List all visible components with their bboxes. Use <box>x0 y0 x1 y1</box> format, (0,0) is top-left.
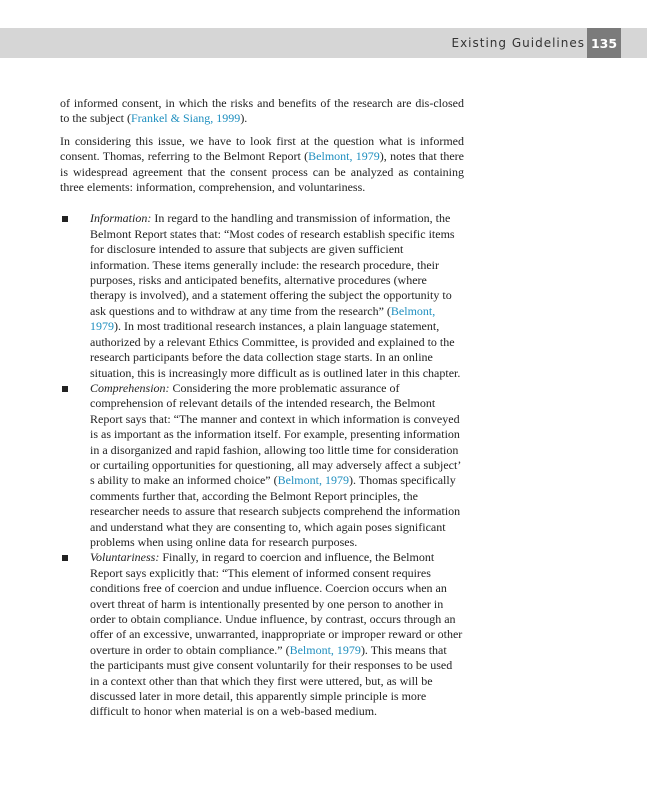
bullet-text: Finally, in regard to coercion and influence, the Belmont Report says explicitly that: “This element of informed consent requires conditions free of coercion and undue influence. Coercion occurs when an overt threat of harm is intentionally presented by one person to another in order to obtain compliance. Undue influence, by contrast, occurs through an offer of an excessive, unwarranted, inappropriate or improper reward or other overture in order to obtain compliance.” ( <box>90 550 463 657</box>
intro-p2-text-end: ), notes that there is widespread agreement that the consent process can be analyzed as containing three elements: information, comprehension, and voluntariness. <box>60 149 464 195</box>
intro-p1-text-end: ). <box>240 111 248 126</box>
running-head-title: Existing Guidelines <box>451 36 585 50</box>
citation-link[interactable]: Belmont, 1979 <box>308 149 380 164</box>
bullet-text-end: ). This means that the participants must give consent voluntarily for their responses to be used in a context other than that which they first were uttered, but, as will be discussed later in more detail, this apparently simple principle is more difficult to honor when material is on a web-based medium. <box>90 642 453 719</box>
bullet-term: Information: <box>90 211 152 226</box>
bullet-text: Considering the more problematic assurance of comprehension of relevant details of the intended research, the Belmont Report says that: “The manner and context in which information is conveyed is as important as the information itself. For example, presenting information in a disorganized and rapid fashion, allowing too little time for consideration or curtailing opportunities for questioning, all may adversely affect a subject’ s ability to make an informed choice” ( <box>90 380 461 488</box>
intro-p2-text: In considering this issue, we have to look first at the question what is informed consent. Thomas, referring to the Belmont Report ( <box>60 133 464 164</box>
page-body <box>60 96 464 720</box>
square-bullet-icon <box>62 555 68 561</box>
bullet-text: In regard to the handling and transmission of information, the Belmont Report states that: “Most codes of research establish specific items for disclosure intended to assure that subjects are given sufficient information. These items generally include: the research procedure, their purposes, risks and anticipated benefits, alternative procedures (where therapy is involved), and a statement offering the subject the opportunity to ask questions and to withdraw at any time from the research” ( <box>90 211 455 318</box>
page-number: 135 <box>587 28 621 58</box>
citation-link[interactable]: Belmont, 1979 <box>90 303 436 334</box>
intro-paragraph-2 <box>60 134 464 196</box>
square-bullet-icon <box>62 386 68 392</box>
list-item-voluntariness <box>60 550 464 719</box>
bullet-text-end: ). Thomas specifically comments further that, according the Belmont Report principles, the researcher needs to assure that research subjects comprehend the information and understand what they are consenting to, which again poses significant problems when using online data for research purposes. <box>90 473 461 549</box>
list-item-comprehension <box>60 381 464 550</box>
intro-paragraph-1 <box>60 96 464 127</box>
bullet-term: Voluntariness: <box>90 550 160 565</box>
bullet-term: Comprehension: <box>90 380 170 395</box>
citation-link[interactable]: Belmont, 1979 <box>277 473 349 488</box>
citation-link[interactable]: Frankel & Siang, 1999 <box>130 111 241 126</box>
bullet-text-end: ). In most traditional research instances, a plain language statement, authorized by a relevant Ethics Committee, is provided and explained to the research participants before the data collection stage starts. In an online situation, this is increasingly more difficult as is outlined later in this chapter. <box>90 319 461 380</box>
list-item-information <box>60 211 464 380</box>
consent-elements-list <box>60 211 464 719</box>
intro-p1-text: of informed consent, in which the risks and benefits of the research are dis-closed to the subject ( <box>60 96 464 126</box>
square-bullet-icon <box>62 216 68 222</box>
citation-link[interactable]: Belmont, 1979 <box>289 642 361 657</box>
